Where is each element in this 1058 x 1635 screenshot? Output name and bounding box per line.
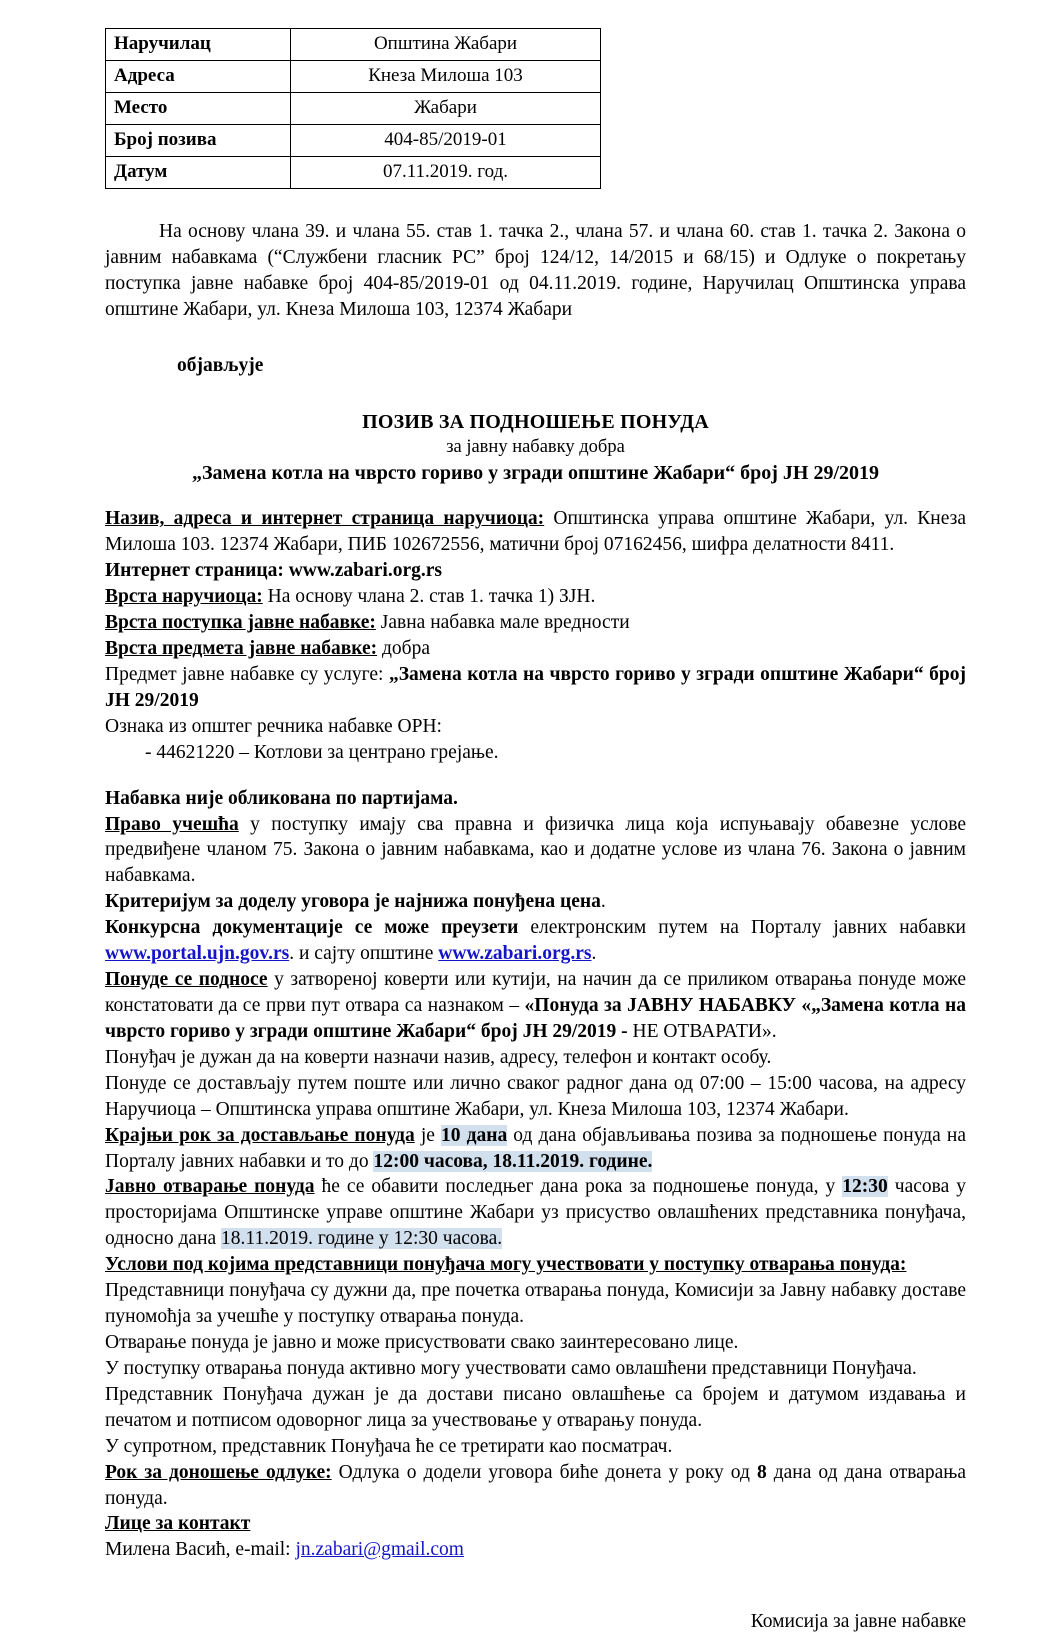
procedure-type-label: Врста поступка јавне набавке: xyxy=(105,612,376,634)
bid-submission-label: Понуде се подносе xyxy=(105,969,268,991)
table-cell-label: Место xyxy=(106,93,291,125)
subject-value: „Замена котла на чврсто гориво у згради општине Жабари“ број ЈН 29/2019 xyxy=(105,663,967,711)
commission-signature: Комисија за јавне набавке xyxy=(750,1611,966,1633)
website-line xyxy=(105,558,966,584)
decision-deadline-mid: Одлука о додели уговора биће донета у року од xyxy=(331,1461,757,1483)
deadline-label: Крајњи рок за достављање понуда xyxy=(105,1124,415,1146)
website-value: www.zabari.org.rs xyxy=(288,560,442,582)
opening-time-highlight: 12:30 xyxy=(842,1176,888,1198)
subject-prefix: Предмет јавне набавке су услуге: xyxy=(105,663,389,685)
tender-docs-mid: електронским путем на Порталу јавних набавки xyxy=(518,917,966,939)
participation-right-paragraph xyxy=(105,812,966,890)
orn-label: Ознака из општег речника набавке ОРН: xyxy=(105,715,442,737)
criterion-end: . xyxy=(600,891,606,913)
criterion-label: Критеријум за доделу уговора је најнижа понуђена цена xyxy=(105,891,601,913)
object-type-line xyxy=(105,636,966,662)
opening-datetime-highlight: 18.11.2019. године у 12:30 часова. xyxy=(221,1228,503,1250)
procedure-type-line xyxy=(105,610,966,636)
object-type-label: Врста предмета јавне набавке: xyxy=(105,638,378,659)
buyer-info-value: Општинска управа општине Жабари, ул. Кнеза Милоша 103. 12374 Жабари, ПИБ 102672556, матични број 07162456, шифра делатности 8411. xyxy=(105,508,966,556)
decision-deadline-paragraph xyxy=(105,1460,966,1512)
municipality-link[interactable]: www.zabari.org.rs xyxy=(438,943,592,965)
representative-line-5: У супротном, представник Понуђача ће се третирати као посматрач. xyxy=(105,1435,673,1457)
buyer-type-label: Врста наручиоца: xyxy=(105,586,263,608)
representative-line-4: Представник Понуђача дужан је да достави писано овлашћење са бројем и датумом издавања и печатом и потписом одоворног лица за учествовање у отварању понуда. xyxy=(105,1383,966,1431)
table-row xyxy=(106,61,601,93)
contact-label: Лице за контакт xyxy=(105,1513,251,1535)
table-row xyxy=(106,93,601,125)
buyer-type-line xyxy=(105,584,966,610)
bid-envelope-tail: НЕ ОТВАРАТИ». xyxy=(632,1020,777,1042)
table-cell-value: 404-85/2019-01 xyxy=(291,125,601,157)
page-title: ПОЗИВ ЗА ПОДНОШЕЊЕ ПОНУДА xyxy=(362,410,709,433)
table-row xyxy=(106,125,601,157)
delivery-info-paragraph: Понуде се достављају путем поште или лично сваког радног дана од 07:00 – 15:00 часова, на адресу Наручиоца – Општинска управа општине Жабари, ул. Кнеза Милоша 103, 12374 Жабари. xyxy=(105,1072,966,1120)
deadline-paragraph xyxy=(105,1123,966,1175)
deadline-datetime-highlight: 12:00 часова, 18.11.2019. године. xyxy=(373,1150,653,1172)
participation-right-label: Право учешћа xyxy=(105,813,239,835)
bid-submission-paragraph xyxy=(105,967,966,1045)
participation-right-value: у поступку имају сва правна и физичка лица која испуњавају обавезне услове предвиђене чланом 75. Закона о јавним набавкама, као и додатне услове из члана 76. Закона о јавним набавкама. xyxy=(105,813,966,887)
contact-line xyxy=(105,1537,966,1563)
procedure-type-value: Јавна набавка мале вредности xyxy=(375,612,630,634)
object-type-value: добра xyxy=(377,638,430,659)
representative-line-1: Представници понуђача су дужни да, пре почетка отварања понуда, Комисији за Јавну набавку доставе пуномоћја за учешће у поступку отварања понуда. xyxy=(105,1280,966,1328)
representative-conditions-heading: Услови под којима представници понуђача могу учествовати у поступку отварања понуда: xyxy=(105,1254,907,1276)
representative-line-2: Отварање понуда је јавно и може присуствовати свако заинтересовано лице. xyxy=(105,1331,739,1353)
representative-line-3: У поступку отварања понуда активно могу учествовати само овлашћени представници Понуђача. xyxy=(105,1357,917,1379)
table-cell-value: Општина Жабари xyxy=(291,29,601,61)
table-cell-label: Датум xyxy=(106,157,291,189)
table-cell-value: 07.11.2019. год. xyxy=(291,157,601,189)
legal-basis-paragraph: На основу члана 39. и члана 55. став 1. тачка 2., члана 57. и члана 60. став 1. тачка 2. Закона о јавним набавкама (“Службени гласник РС” број 124/12, 14/2015 и 68/15) и Одлуке о покретању поступка јавне набавке број 404-85/2019-01 од 04.11.2019. године, Наручилац Општинска управа општине Жабари, ул. Кнеза Милоша 103, 12374 Жабари xyxy=(105,221,966,320)
deadline-mid2: од дана објављивања позива за подношење понуда на Порталу јавних набавки и то до xyxy=(105,1124,966,1172)
buyer-type-value: На основу члана 2. став 1. тачка 1) ЗЈН. xyxy=(262,586,596,608)
table-cell-label: Број позива xyxy=(106,125,291,157)
tender-docs-mid2: . и сајту општине xyxy=(289,943,439,965)
table-cell-label: Адреса xyxy=(106,61,291,93)
decision-deadline-days: 8 xyxy=(756,1461,767,1483)
bid-envelope-marking: «Понуда за ЈАВНУ НАБАВКУ «„Замена котла на чврсто гориво у згради општине Жабари“ број ЈН 29/2019 - xyxy=(105,994,966,1042)
public-opening-paragraph xyxy=(105,1174,966,1252)
contact-name: Милена Васић, e-mail: xyxy=(105,1539,296,1561)
procurement-subject-title: „Замена котла на чврсто гориво у згради општине Жабари“ број ЈН 29/2019 xyxy=(191,461,880,484)
table-cell-label: Наручилац xyxy=(106,29,291,61)
deadline-mid1: је xyxy=(414,1124,441,1146)
public-opening-label: Јавно отварање понуда xyxy=(105,1176,315,1198)
procurement-header-table xyxy=(105,28,601,189)
buyer-info-label: Назив, адреса и интернет страница наручиоца: xyxy=(105,508,545,530)
portal-link[interactable]: www.portal.ujn.gov.rs xyxy=(105,943,290,965)
contact-email-link[interactable]: jn.zabari@gmail.com xyxy=(295,1539,464,1561)
tender-docs-paragraph xyxy=(105,915,966,967)
page-subtitle: за јавну набавку добра xyxy=(446,437,625,458)
website-label: Интернет страница: xyxy=(105,560,289,582)
table-cell-value: Жабари xyxy=(291,93,601,125)
decision-deadline-label: Рок за доношење одлуке: xyxy=(105,1461,332,1483)
tender-docs-end: . xyxy=(591,943,597,965)
public-opening-mid1: ће се обавити последњег дана рока за подношење понуда, у xyxy=(314,1176,843,1198)
tender-docs-label: Конкурсна документације се може преузети xyxy=(105,917,519,939)
decision-deadline-end: дана од дана отварања понуда. xyxy=(105,1461,966,1509)
envelope-info-line: Понуђач је дужан да на коверти назначи назив, адресу, телефон и контакт особу. xyxy=(105,1046,772,1068)
public-opening-mid2: часова у просторијама Општинске управе општине Жабари уз присуство овлашћених представника понуђача, односно дана xyxy=(105,1176,966,1250)
orn-item: - 44621220 – Котлови за центрано грејање. xyxy=(145,741,499,763)
representative-conditions-label xyxy=(105,1252,966,1278)
bid-submission-value: у затвореној коверти или кутији, на начин да се приликом отварања понуде може констатовати да се први пут отвара са назнаком – xyxy=(105,969,966,1016)
subject-line xyxy=(105,662,966,714)
objavljuje-label: објављује xyxy=(177,354,264,376)
criterion-line xyxy=(105,889,966,915)
table-row xyxy=(106,29,601,61)
deadline-days-highlight: 10 дана xyxy=(441,1124,508,1146)
buyer-info-paragraph xyxy=(105,506,966,558)
contact-heading xyxy=(105,1511,966,1537)
table-row xyxy=(106,157,601,189)
table-cell-value: Кнеза Милоша 103 xyxy=(291,61,601,93)
lots-note: Набавка није обликована по партијама. xyxy=(105,787,458,809)
